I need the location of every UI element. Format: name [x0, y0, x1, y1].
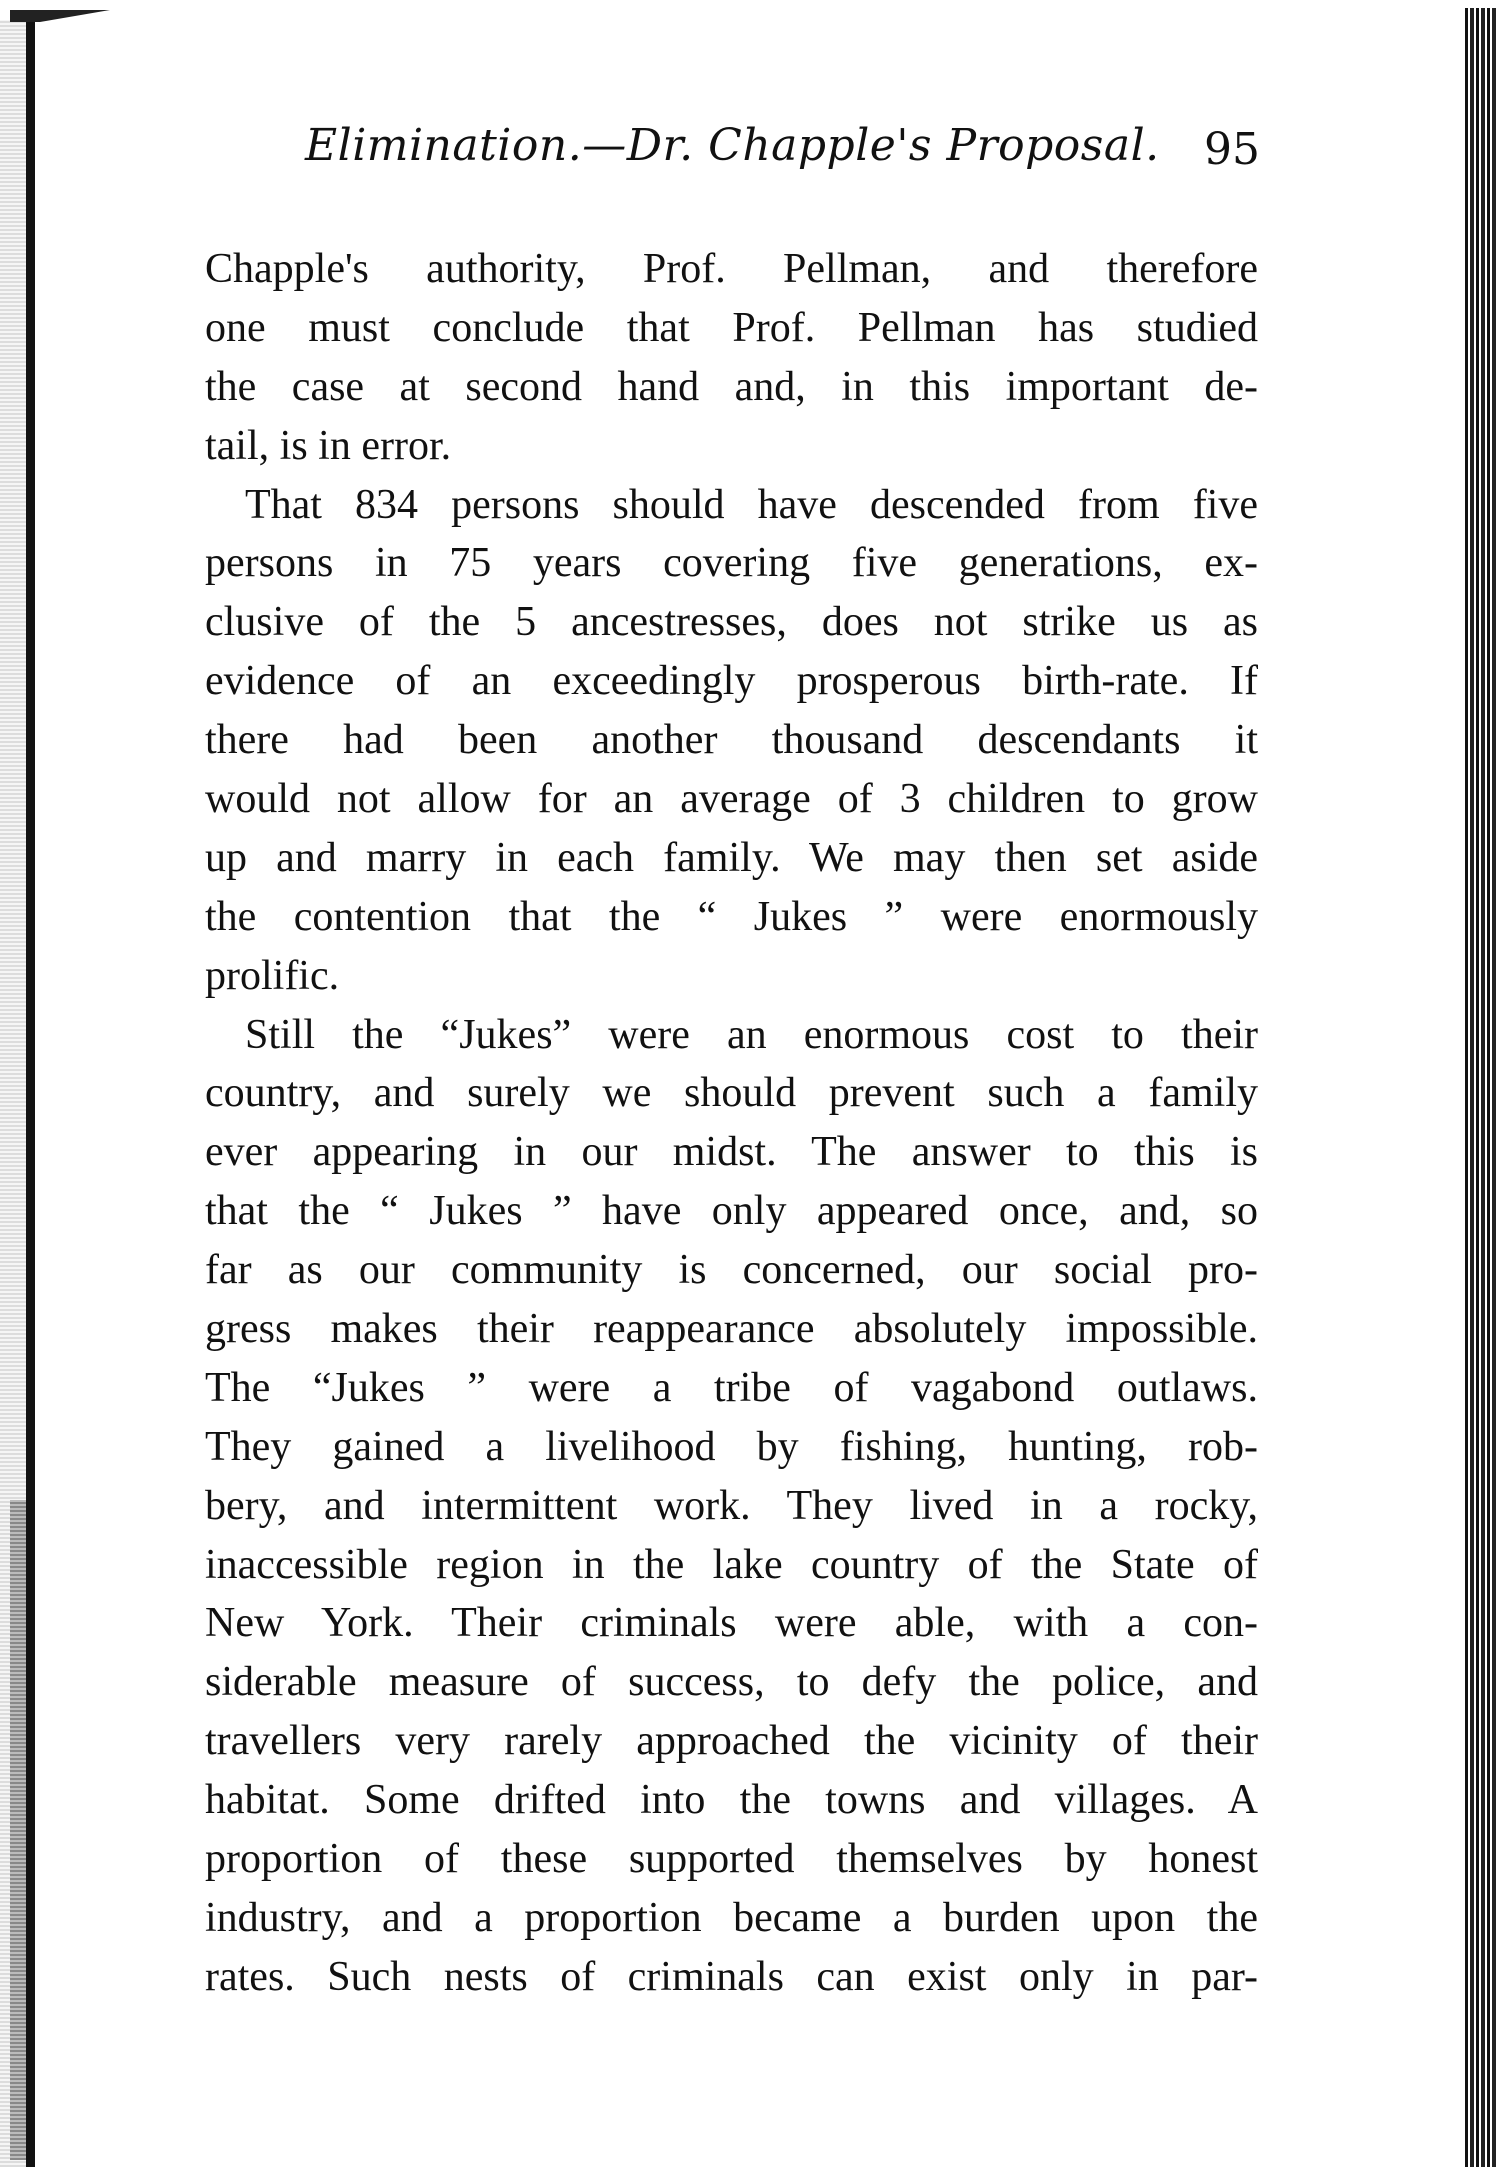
text-line: clusive of the 5 ancestresses, does not strike us as	[205, 599, 1258, 646]
text-line: Chapple's authority, Prof. Pellman, and therefore	[205, 246, 1258, 292]
page-gutter-shadow-dark	[10, 1500, 26, 2160]
text-line: travellers very rarely approached the vicinity of their	[205, 1718, 1258, 1765]
text-line: the case at second hand and, in this important de-	[205, 363, 1258, 410]
text-line: ever appearing in our midst. The answer to this is	[205, 1129, 1258, 1176]
text-line: the contention that the “ Jukes ” were enormously	[205, 893, 1258, 940]
page-number: 95	[1204, 124, 1260, 175]
text-line: They gained a livelihood by fishing, hunting, rob-	[205, 1423, 1258, 1470]
text-line: proportion of these supported themselves by honest	[205, 1836, 1258, 1883]
text-line: habitat. Some drifted into the towns and villages. A	[205, 1777, 1258, 1824]
body-text	[205, 240, 1258, 2007]
text-line: there had been another thousand descendants it	[205, 717, 1258, 764]
text-line: far as our community is concerned, our social pro-	[205, 1247, 1258, 1294]
text-line: prolific.	[205, 952, 340, 999]
page-fore-edge	[1465, 8, 1497, 2167]
text-line: siderable measure of success, to defy the police, and	[205, 1659, 1258, 1706]
text-line: Still the “Jukes” were an enormous cost to their	[245, 1011, 1258, 1058]
text-line: would not allow for an average of 3 children to grow	[205, 776, 1258, 823]
text-line: tail, is in error.	[205, 422, 452, 469]
page-binding-edge	[26, 20, 35, 2167]
text-line: New York. Their criminals were able, with a con-	[205, 1600, 1258, 1647]
page-corner-mark	[10, 10, 110, 22]
text-line: industry, and a proportion became a burden upon the	[205, 1894, 1258, 1941]
text-line: that the “ Jukes ” have only appeared once, and, so	[205, 1188, 1258, 1235]
text-line: up and marry in each family. We may then set aside	[205, 834, 1258, 881]
text-line: persons in 75 years covering five generations, ex-	[205, 540, 1258, 587]
running-title: Elimination.—Dr. Chapple's Proposal.	[305, 120, 1160, 171]
text-line: evidence of an exceedingly prosperous birth-rate. If	[205, 658, 1258, 705]
text-line: gress makes their reappearance absolutely impossible.	[205, 1306, 1258, 1353]
text-line: inaccessible region in the lake country of the State of	[205, 1541, 1258, 1588]
text-line: rates. Such nests of criminals can exist only in par-	[205, 1953, 1258, 2000]
running-header	[200, 120, 1260, 190]
text-line: bery, and intermittent work. They lived in a rocky,	[205, 1482, 1258, 1529]
text-line: one must conclude that Prof. Pellman has studied	[205, 304, 1258, 351]
text-line: The “Jukes ” were a tribe of vagabond outlaws.	[205, 1364, 1258, 1411]
text-line: country, and surely we should prevent such a family	[205, 1070, 1258, 1117]
text-line: That 834 persons should have descended from five	[245, 481, 1258, 528]
